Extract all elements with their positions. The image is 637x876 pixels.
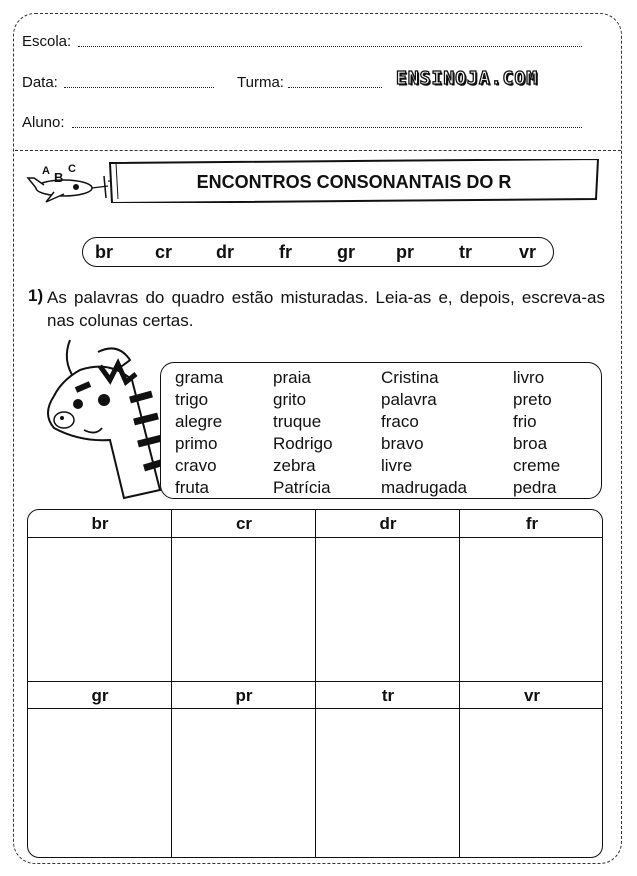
turma-field[interactable] — [288, 87, 382, 88]
cluster-label: gr — [337, 242, 355, 262]
word-item: frio — [513, 412, 537, 431]
word-item: primo — [175, 434, 218, 453]
column-header-gr: gr — [91, 686, 109, 705]
cluster-label: vr — [519, 242, 537, 262]
column-header-vr: vr — [523, 686, 541, 705]
answer-table — [27, 509, 603, 858]
column-header-dr: dr — [379, 514, 397, 533]
svg-text:A: A — [42, 165, 50, 177]
table-divider — [459, 510, 460, 857]
cluster-label: pr — [396, 242, 414, 262]
table-divider — [28, 537, 602, 538]
cluster-label: fr — [279, 242, 292, 262]
word-item: alegre — [175, 412, 223, 431]
page-title: ENCONTROS CONSONANTAIS DO R — [196, 172, 512, 192]
airplane-icon — [24, 158, 114, 204]
turma-label: Turma: — [237, 74, 284, 91]
escola-label: Escola: — [22, 33, 72, 50]
data-field[interactable] — [64, 87, 214, 88]
data-label: Data: — [22, 74, 58, 91]
column-header-cr: cr — [235, 514, 253, 533]
table-divider — [28, 708, 602, 709]
word-item: Cristina — [381, 368, 439, 387]
column-header-tr: tr — [381, 686, 395, 705]
cluster-strip — [82, 237, 554, 267]
word-item: fruta — [175, 478, 210, 497]
aluno-field[interactable] — [72, 127, 582, 128]
word-item: cravo — [175, 456, 217, 475]
column-header-fr: fr — [525, 514, 539, 533]
word-item: zebra — [273, 456, 316, 475]
column-header-br: br — [91, 514, 109, 533]
zebra-icon — [40, 330, 170, 500]
question-text: As palavras do quadro estão misturadas. Leia-as e, depois, escreva-as nas colunas certas. — [47, 288, 605, 330]
word-item: trigo — [175, 390, 209, 409]
table-divider — [171, 510, 172, 857]
word-item: praia — [273, 368, 311, 387]
word-item: Patrícia — [273, 478, 331, 497]
aluno-label: Aluno: — [22, 114, 65, 131]
column-header-pr: pr — [235, 686, 253, 705]
word-item: broa — [513, 434, 548, 453]
cluster-label: tr — [459, 242, 472, 262]
word-item: livre — [381, 456, 413, 475]
cluster-label: br — [95, 242, 113, 262]
cluster-label: dr — [216, 242, 234, 262]
table-divider — [315, 510, 316, 857]
word-item: madrugada — [381, 478, 468, 497]
word-box — [160, 362, 602, 499]
escola-field[interactable] — [78, 46, 582, 47]
svg-text:C: C — [68, 163, 76, 175]
word-item: livro — [513, 368, 545, 387]
word-item: truque — [273, 412, 322, 431]
header-separator — [15, 150, 621, 151]
word-item: Rodrigo — [273, 434, 333, 453]
question-number: 1) — [28, 286, 44, 305]
word-item: grito — [273, 390, 307, 409]
word-item: preto — [513, 390, 552, 409]
ensinoja-logo: ENSINOJA.COM — [396, 68, 539, 89]
word-item: palavra — [381, 390, 437, 409]
svg-text:B: B — [54, 170, 64, 185]
word-item: grama — [175, 368, 224, 387]
word-item: pedra — [513, 478, 557, 497]
word-item: creme — [513, 456, 561, 475]
word-item: bravo — [381, 434, 424, 453]
table-divider — [28, 681, 602, 682]
word-item: fraco — [381, 412, 419, 431]
cluster-label: cr — [155, 242, 173, 262]
